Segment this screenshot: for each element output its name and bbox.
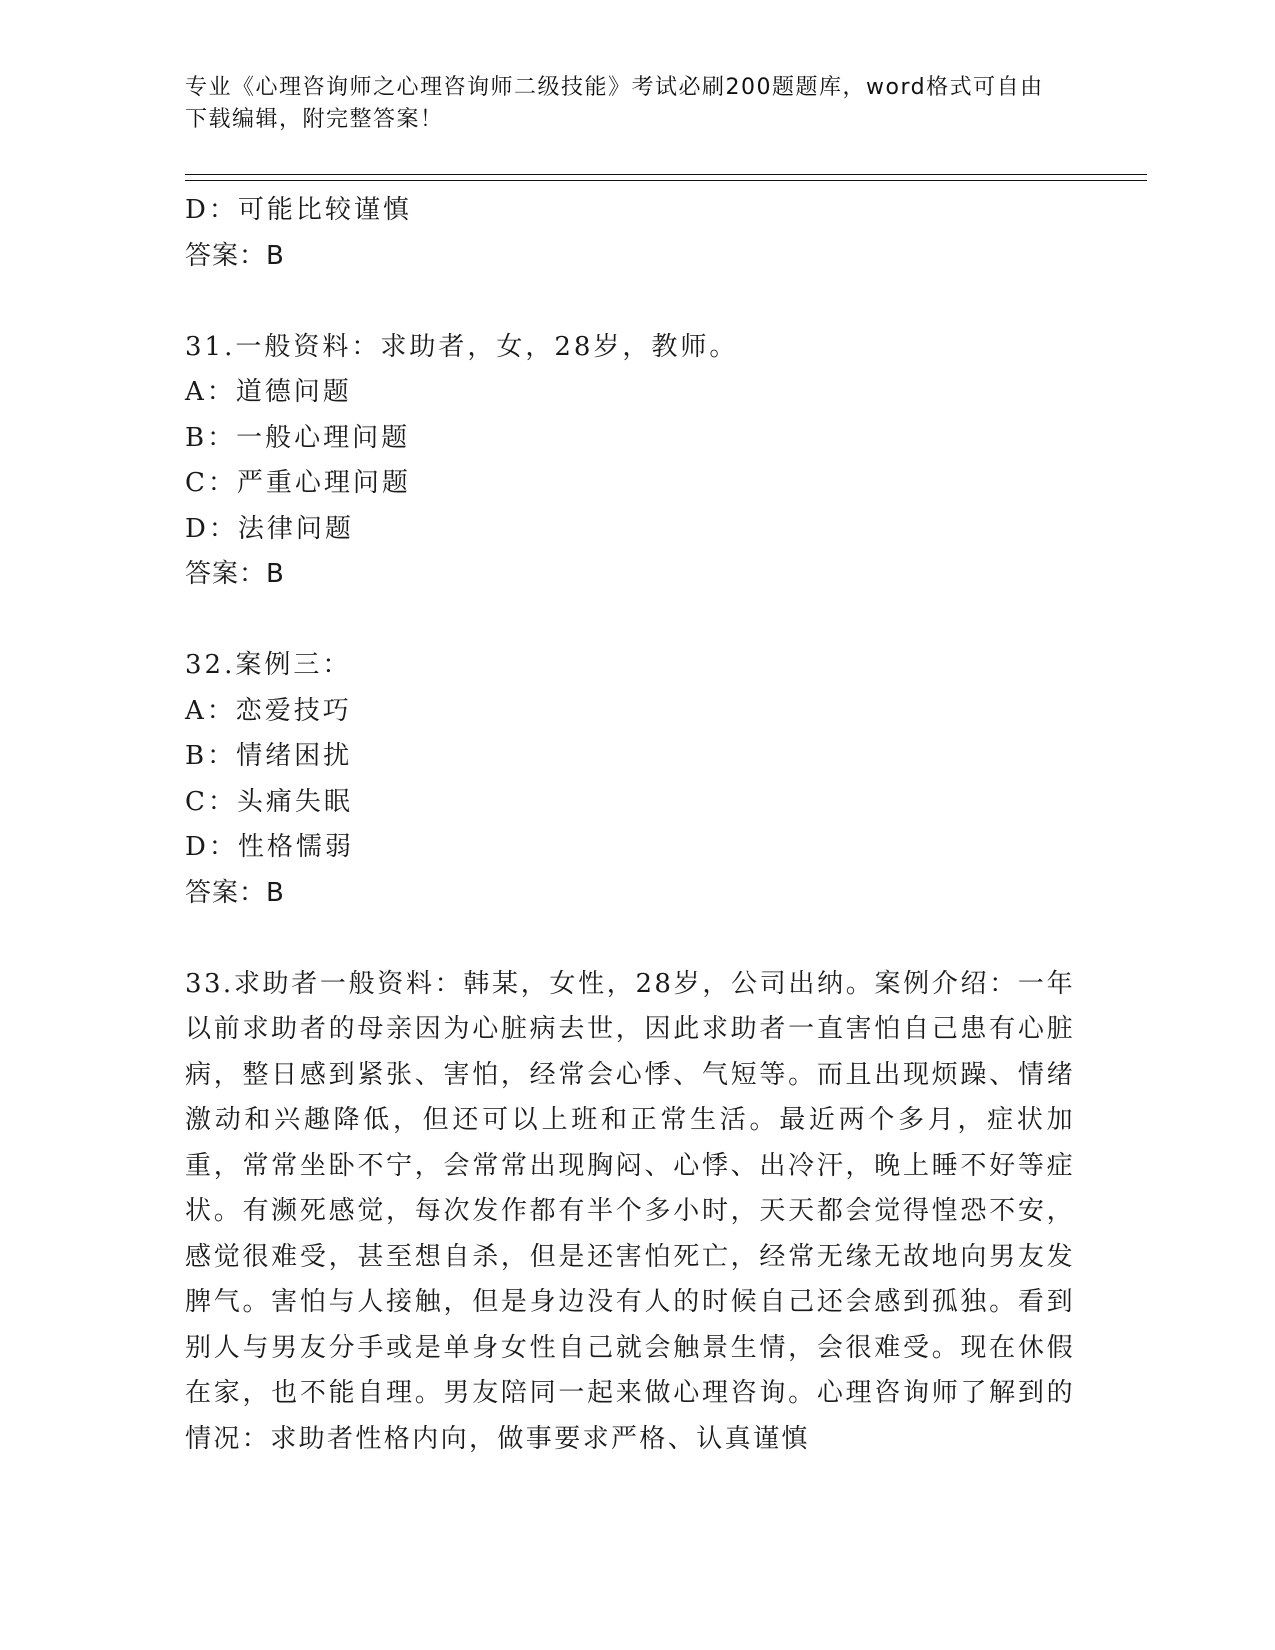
question-stem: 32.案例三： (185, 650, 352, 680)
question-stem: 33.求助者一般资料：韩某，女性，28岁，公司出纳。案例介绍：一年以前求助者的母亲因为心脏病去世，因此求助者一直害怕自己患有心脏病，整日感到紧张、害怕，经常会心悸、气短等。而且出现烦躁、情绪激动和兴趣降低，但还可以上班和正常生活。最近两个多月，症状加重，常常坐卧不宁，会常常出现胸闷、心悸、出冷汗，晚上睡不好等症状。有濒死感觉，每次发作都有半个多小时，天天都会觉得惶恐不安，感觉很难受，甚至想自杀，但是还害怕死亡，经常无缘无故地向男友发脾气。害怕与人接触，但是身边没有人的时候自己还会感到孤独。看到别人与男友分手或是单身女性自己就会触景生情，会很难受。现在休假在家，也不能自理。男友陪同一起来做心理咨询。心理咨询师了解到的情况：求助者性格内向，做事要求严格、认真谨慎 (185, 968, 1075, 1454)
option-a: A：道德问题 (185, 377, 352, 407)
option-d: D：可能比较谨慎 (185, 195, 412, 225)
option-d: D：性格懦弱 (185, 832, 354, 862)
document-header: 专业《心理咨询师之心理咨询师二级技能》考试必刷200题题库，word格式可自由下载编辑，附完整答案！ (185, 75, 1044, 132)
answer-line: 答案：B (185, 240, 285, 271)
previous-question-tail (185, 188, 1085, 279)
question-list (185, 188, 1085, 1462)
answer-line: 答案：B (185, 877, 285, 908)
option-b: B：情绪困扰 (185, 741, 353, 771)
question-31 (185, 325, 1085, 598)
answer-line: 答案：B (185, 559, 285, 589)
header-rule-bottom (185, 180, 1147, 181)
question-stem: 31.一般资料：求助者，女，28岁，教师。 (185, 331, 739, 362)
option-d: D：法律问题 (185, 513, 354, 544)
option-a: A：恋爱技巧 (185, 695, 352, 726)
option-c: C：严重心理问题 (185, 468, 411, 498)
header-rule-top (185, 174, 1147, 175)
question-33 (185, 962, 1085, 1463)
question-32 (185, 643, 1085, 916)
option-c: C：头痛失眠 (185, 786, 353, 817)
option-b: B：一般心理问题 (185, 422, 411, 453)
